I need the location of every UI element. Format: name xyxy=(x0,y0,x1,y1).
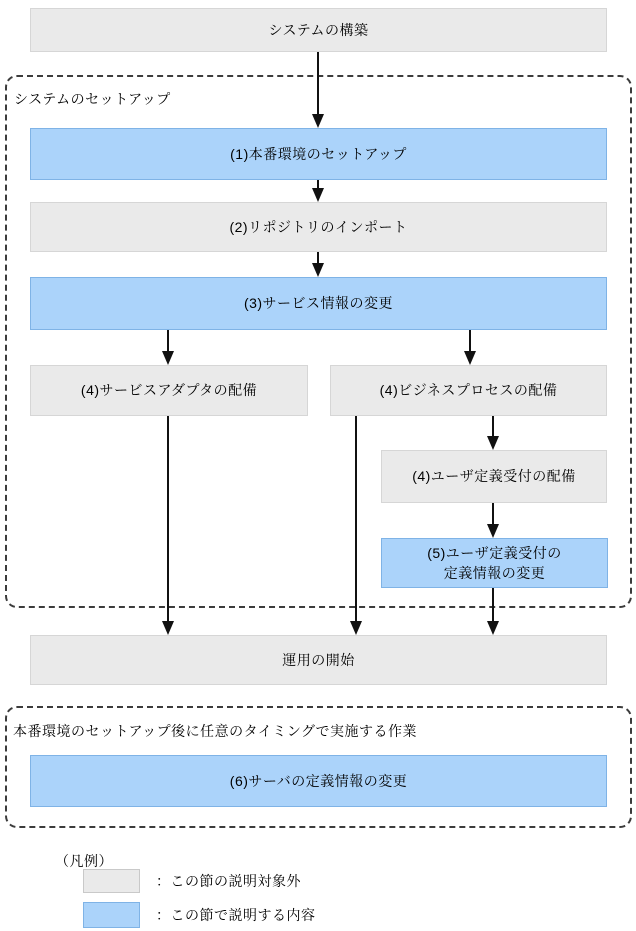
node-step4c-label: (4)ユーザ定義受付の配備 xyxy=(412,468,576,485)
node-step3-label: (3)サービス情報の変更 xyxy=(243,295,394,312)
node-step5-label-line2: 定義情報の変更 xyxy=(443,565,546,581)
node-operation-start xyxy=(30,635,607,685)
group-anytime-tasks-label: 本番環境のセットアップ後に任意のタイミングで実施する作業 xyxy=(13,723,418,739)
node-step4-business-process-deploy xyxy=(330,365,607,416)
node-step4-service-adapter-deploy xyxy=(30,365,308,416)
node-step2-label: (2)リポジトリのインポート xyxy=(229,218,408,235)
node-step1-label: (1)本番環境のセットアップ xyxy=(230,145,407,162)
node-step5-userdef-definition-change xyxy=(381,538,608,588)
group-system-setup-label: システムのセットアップ xyxy=(14,91,171,107)
node-step6-label: (6)サーバの定義情報の変更 xyxy=(229,772,408,789)
node-step2-repository-import xyxy=(30,202,607,252)
node-step3-service-info-change xyxy=(30,277,607,330)
node-system-build-label: システムの構築 xyxy=(268,21,369,38)
node-operation-start-label: 運用の開始 xyxy=(282,651,355,668)
legend-swatch-highlight xyxy=(83,902,140,928)
node-step1-production-setup xyxy=(30,128,607,180)
node-step4a-label: (4)サービスアダプタの配備 xyxy=(80,382,258,399)
node-step6-server-definition-change xyxy=(30,755,607,807)
node-system-build xyxy=(30,8,607,52)
node-step4b-label: (4)ビジネスプロセスの配備 xyxy=(379,382,558,399)
legend-title: （凡例） xyxy=(55,853,113,869)
legend-label-highlight: ：この節で説明する内容 xyxy=(156,907,316,923)
legend-swatch-muted xyxy=(83,869,140,893)
node-step4-userdef-reception-deploy xyxy=(381,450,607,503)
legend-label-muted: ：この節の説明対象外 xyxy=(156,873,301,889)
node-step5-label-line1: (5)ユーザ定義受付の xyxy=(427,544,562,561)
